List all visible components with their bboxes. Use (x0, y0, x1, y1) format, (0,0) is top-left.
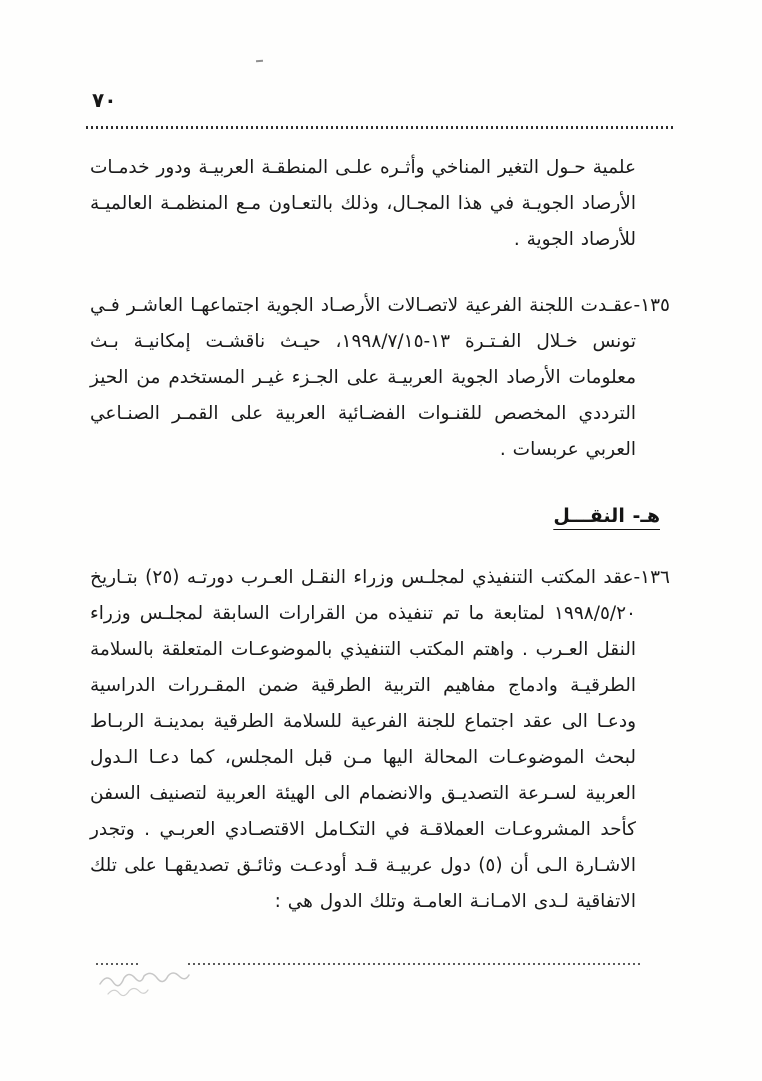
page-number: ٧٠ (92, 88, 117, 112)
item-135-number: ١٣٥- (633, 295, 670, 316)
paragraph-item-135 (90, 288, 670, 468)
scan-artifact (256, 60, 263, 62)
footer-dotted-rule-short (96, 963, 140, 965)
footer-dotted-rule-long (188, 963, 640, 965)
paragraph-item-136 (90, 560, 670, 920)
header-dotted-rule (86, 126, 674, 129)
item-135-text: عقـدت اللجنة الفرعية لاتصـالات الأرصـاد الجوية اجتماعهـا العاشـر فـي تونس خـلال الفـتـرة ١٣-١٩٩٨/٧/١٥، حيـث ناقشـت إمكانيـة بـث معلومات الأرصاد الجوية العربيـة على الجـزء غيـر المستخدم من الحيز الترددي المخصص للقنـوات الفضـائية العربية على القمـر الصنـاعي العربي عربسات . (90, 295, 636, 460)
handwritten-note (94, 966, 214, 1002)
section-heading-transport: هـ- النقـــل (553, 505, 660, 527)
item-136-number: ١٣٦- (633, 567, 670, 588)
document-body (90, 150, 670, 950)
item-136-text: عقد المكتب التنفيذي لمجلـس وزراء النقـل العـرب دورتـه (٢٥) بتـاريخ ١٩٩٨/٥/٢٠ لمتابعة ما تم تنفيذه من القرارات السابقة لمجلـس وزراء النقل العـرب . واهتم المكتب التنفيذي بالموضوعـات المتعلقة بالسلامة الطرقيـة وادماج مفاهيم التربية الطرقية ضمن المقـررات الدراسية ودعـا الى عقد اجتماع للجنة الفرعية للسلامة الطرقية بمدينـة الربـاط لبحث الموضوعـات المحالة اليها مـن قبل المجلس، كما دعـا الـدول العربية لسـرعة التصديـق والانضمام الى الهيئة العربية لتصنيف السفن كأحد المشروعـات العملاقـة في التكـامل الاقتصـادي العربـي . وتجدر الاشـارة الـى أن (٥) دول عربيـة قـد أودعـت وثائـق تصديقهـا على تلك الاتفاقية لـدى الامـانـة العامـة وتلك الدول هي : (90, 567, 636, 912)
paragraph-intro-continuation: علمية حـول التغير المناخي وأثـره علـى المنطقـة العربيـة ودور خدمـات الأرصاد الجويـة في هذا المجـال، وذلك بالتعـاون مـع المنظمـة العالميـة للأرصاد الجوية . (90, 157, 636, 250)
